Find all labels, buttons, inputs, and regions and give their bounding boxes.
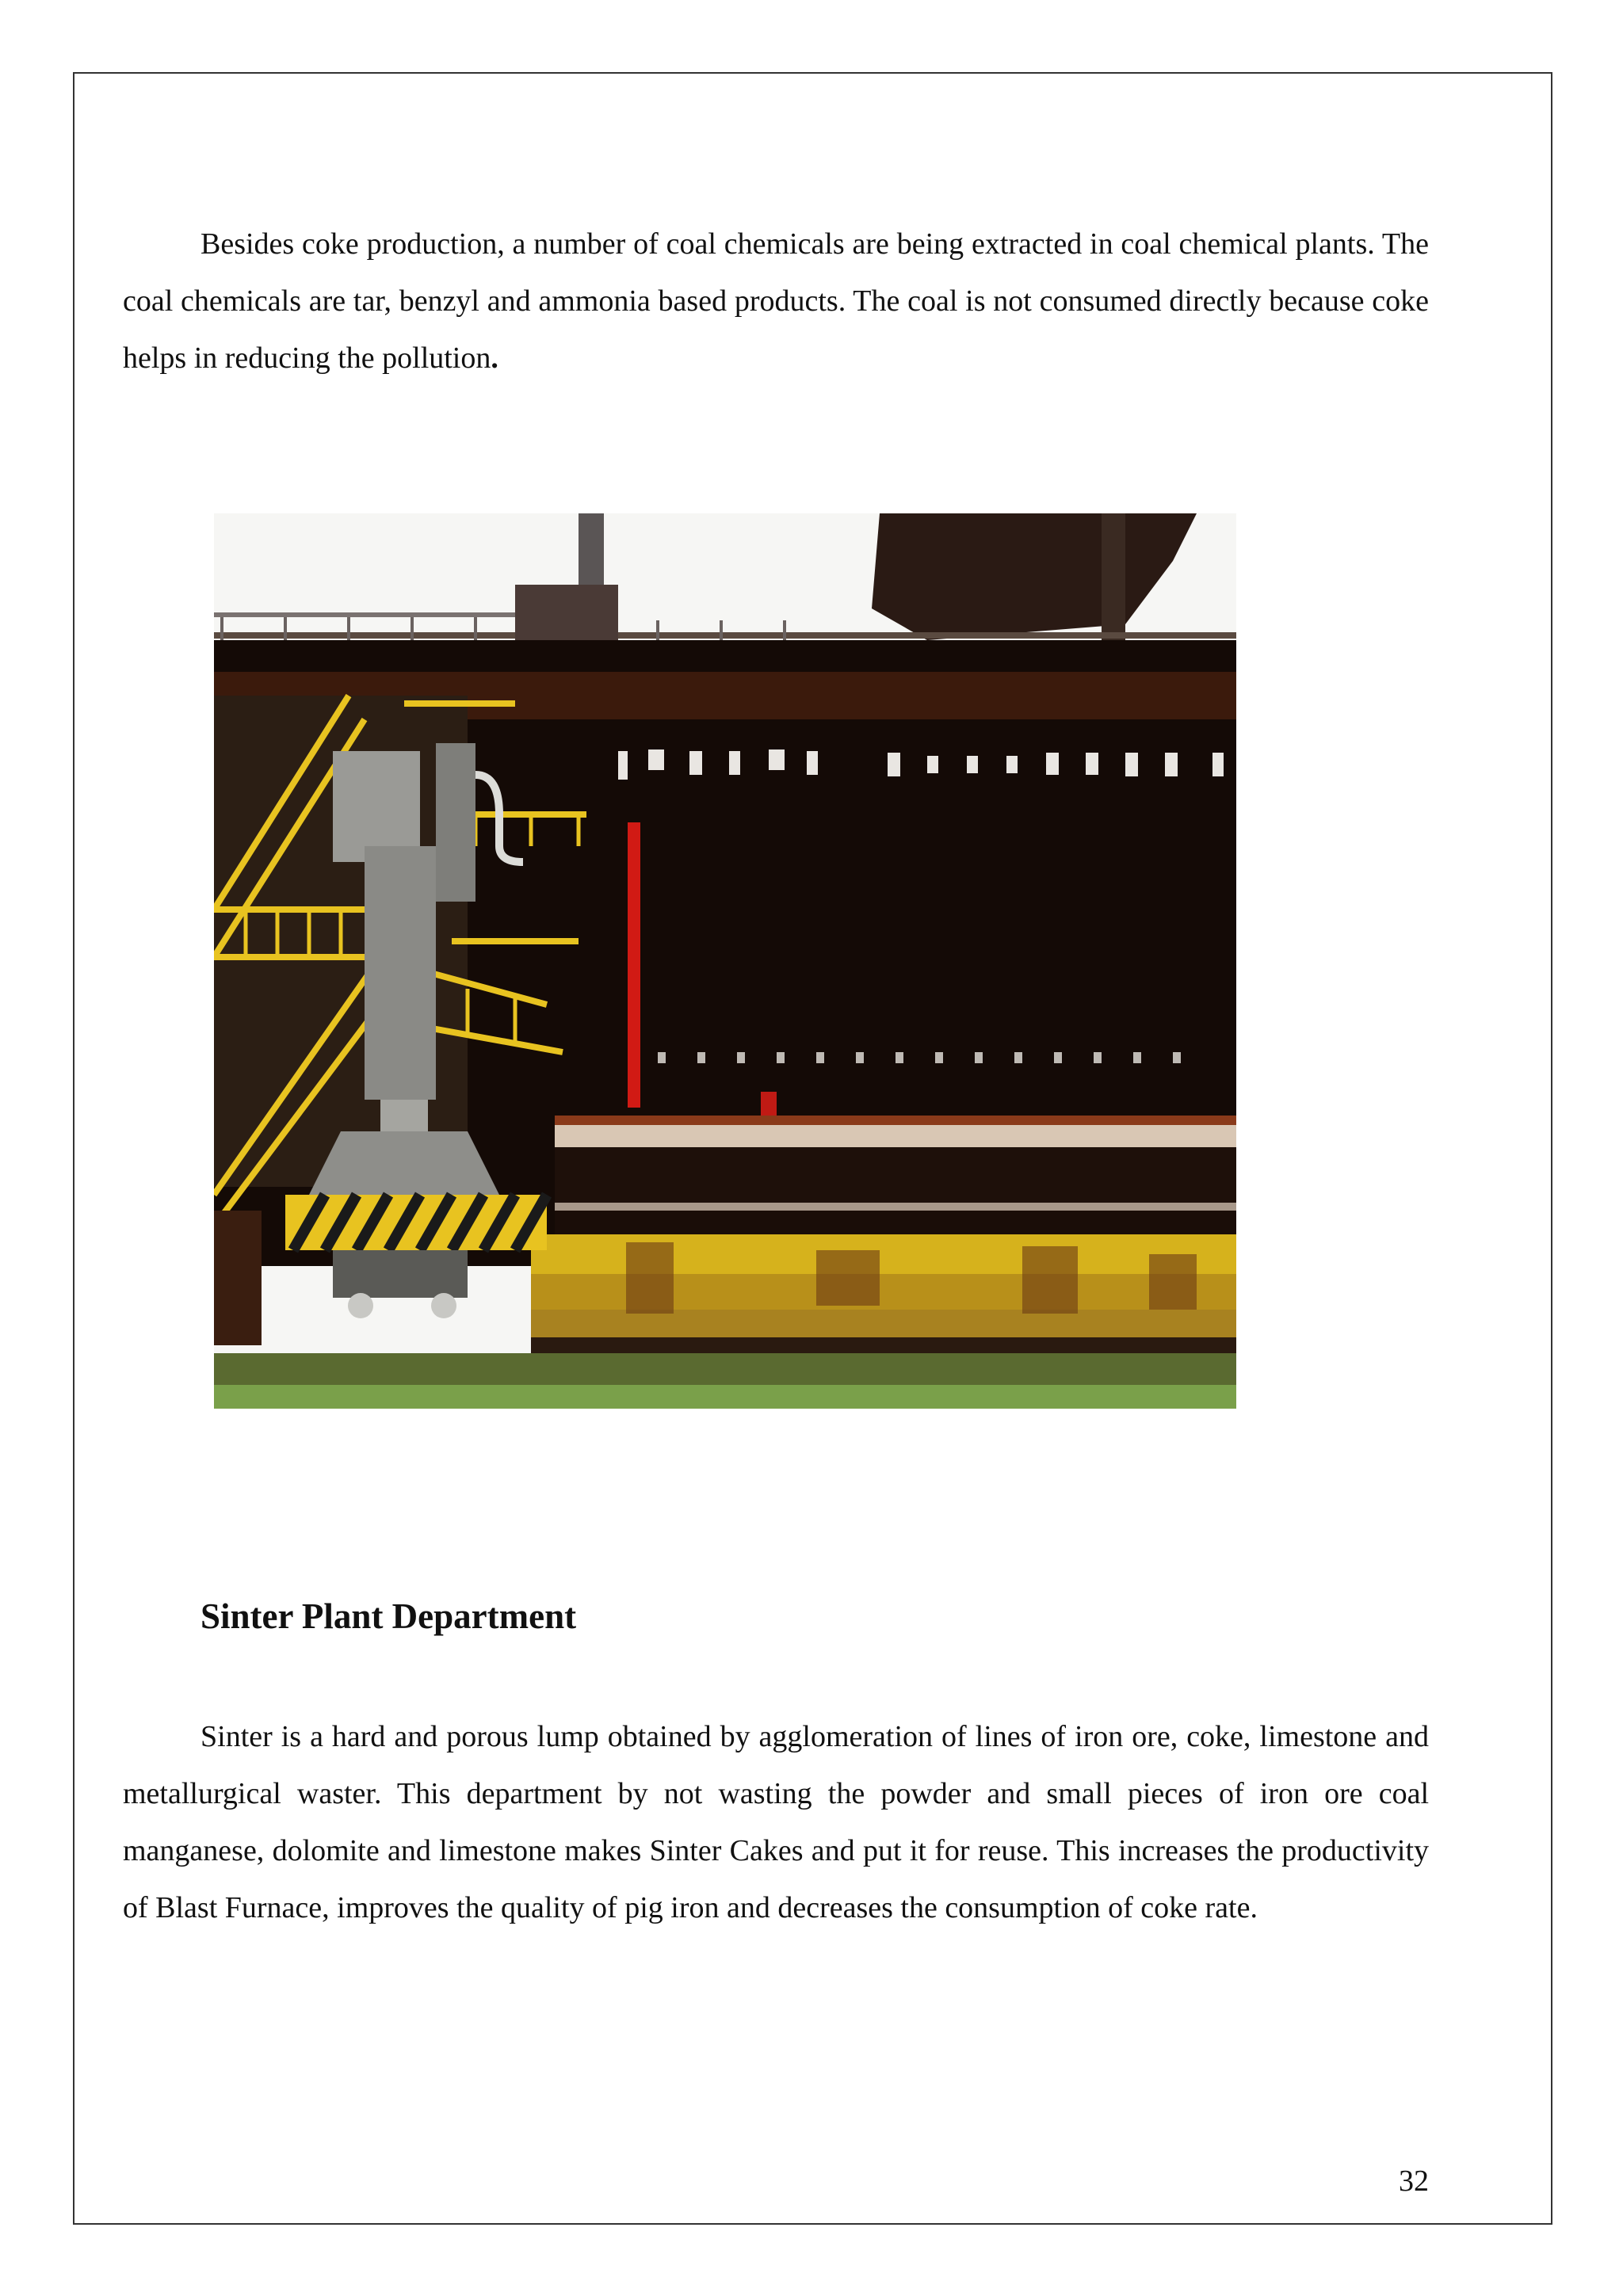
intro-paragraph-text: Besides coke production, a number of coal chemicals are being extracted in coal chemical plants. The coal chemicals are tar, benzyl and ammonia based products. The coal is not consumed directly because coke helps in reducing the pollution [123,227,1429,375]
page-number: 32 [1399,2164,1429,2198]
intro-paragraph [123,215,1429,387]
section-heading: Sinter Plant Department [200,1596,577,1636]
sinter-paragraph: Sinter is a hard and porous lump obtained by agglomeration of lines of iron ore, coke, limestone and metallurgical waster. This department by not wasting the powder and small pieces of iron ore coal manganese, dolomite and limestone makes Sinter Cakes and put it for reuse. This increases the productivity of Blast Furnace, improves the quality of pig iron and decreases the consumption of coke rate. [123,1720,1429,1924]
intro-paragraph-end: . [491,341,498,375]
coke-oven-photo [214,513,1236,1409]
